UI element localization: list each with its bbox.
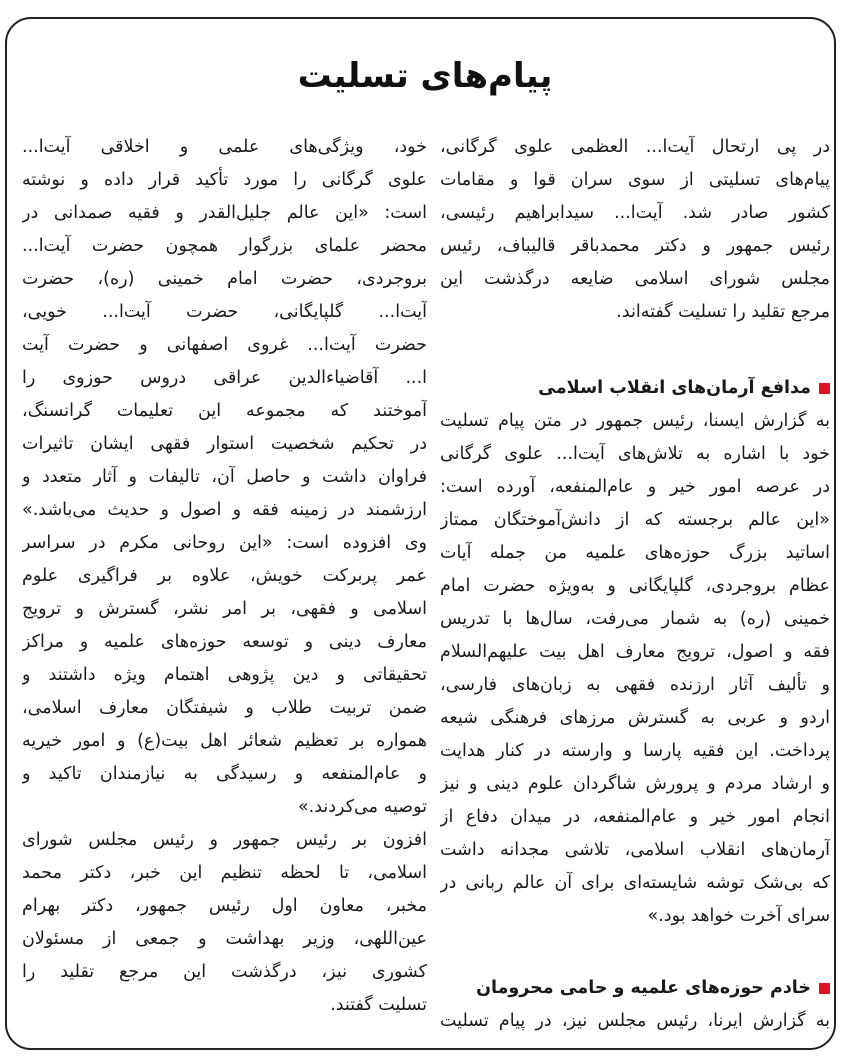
- text-line: است: «این عالم جلیل‌القدر و فقیه صمدانی در: [22, 203, 427, 223]
- text-line: ارزشمند در زمینه فقه و اصول و حدیث می‌باشد.»: [22, 500, 427, 520]
- text-line: عظام بروجردی، گلپایگانی و به‌ویژه حضرت امام: [440, 576, 830, 596]
- text-line: کشوری نیز، درگذشت این مرجع تقلید را: [22, 962, 427, 982]
- text-line: وی افزوده است: «این روحانی مکرم در سراسر: [22, 533, 427, 553]
- text-line: تحقیقاتی و دین پژوهی اهتمام ویژه داشتند و: [22, 665, 427, 685]
- text-line: پیام‌های تسلیتی از سوی سران قوا و مقامات: [440, 170, 830, 190]
- text-line: در تحکیم شخصیت استوار فقهی ایشان تاثیرات: [22, 434, 427, 454]
- text-line: خود با اشاره به تلاش‌های آیت‌ا... علوی گرگانی: [440, 444, 830, 464]
- text-line: که بی‌شک توشه شایسته‌ای برای آن عالم ربانی در: [440, 873, 830, 893]
- text-line: اسلامی و فقهی، بر امر نشر، گسترش و ترویج: [22, 599, 427, 619]
- text-line: حضرت آیت‌ا... غروی اصفهانی و حضرت آیت: [22, 335, 427, 355]
- text-line: تسلیت گفتند.: [330, 995, 427, 1015]
- text-line: ضمن تربیت طلاب و شیفتگان معارف اسلامی،: [22, 698, 427, 718]
- text-line: محضر علمای بزرگوار همچون حضرت آیت‌ا...: [22, 236, 427, 256]
- section-heading-text: خادم حوزه‌های علمیه و حامی محرومان: [476, 978, 811, 998]
- section-heading-text: مدافع آرمان‌های انقلاب اسلامی: [538, 378, 811, 398]
- left-column-body: [22, 131, 427, 1022]
- text-line: در عرصه امور خیر و عام‌المنفعه، آورده است:: [440, 477, 830, 497]
- text-line: علوی گرگانی را مورد تأکید قرار داده و نوشته: [22, 170, 427, 190]
- red-square-marker-icon: [819, 983, 830, 994]
- left-column: [22, 131, 427, 1022]
- text-line: ا... آقاضیاءالدین عراقی دروس حوزوی را: [22, 368, 427, 388]
- text-line: اردو و عربی به گسترش مرزهای فرهنگی شیعه: [440, 708, 830, 728]
- text-line: مخبر، معاون اول رئیس جمهور، دکتر بهرام: [22, 896, 427, 916]
- red-square-marker-icon: [819, 383, 830, 394]
- intro-paragraph: [440, 131, 830, 329]
- text-line: خود، ویژگی‌های علمی و اخلاقی آیت‌ا...: [22, 137, 427, 157]
- text-line: افزون بر رئیس جمهور و رئیس مجلس شورای: [22, 830, 427, 850]
- section-heading-1: [440, 372, 830, 405]
- text-line: آرمان‌های انقلاب اسلامی، تلاشی مجدانه داشت: [440, 840, 830, 860]
- text-line: معارف دینی و توسعه حوزه‌های علمیه و مراکز: [22, 632, 427, 652]
- text-line: اسلامی، تا لحظه تنظیم این خبر، دکتر محمد: [22, 863, 427, 883]
- text-line: توصیه می‌کردند.»: [297, 797, 427, 817]
- section-heading-2: [440, 972, 830, 1005]
- text-line: آیت‌ا... گلپایگانی، حضرت آیت‌ا... خویی،: [22, 302, 427, 322]
- text-line: آموختند که مجموعه این تعلیمات گرانسنگ،: [22, 401, 427, 421]
- text-line: فراوان داشت و حاصل آن، تالیفات و آثار متعدد و: [22, 467, 427, 487]
- text-line: پرداخت. این فقیه پارسا و وارسته در کنار هدایت: [440, 741, 830, 761]
- text-line: بروجردی، حضرت امام خمینی (ره)، حضرت: [22, 269, 427, 289]
- text-line: «این عالم برجسته که از دانش‌آموختگان ممتاز: [440, 510, 830, 530]
- text-line: فقه و اصول، ترویج معارف اهل بیت علیهم‌السلام: [440, 642, 830, 662]
- text-line: عمر پربرکت خویش، علاوه بر فراگیری علوم: [22, 566, 427, 586]
- right-column: [440, 131, 830, 1038]
- text-line: و تألیف آثار ارزنده فقهی به زبان‌های فارسی،: [440, 675, 830, 695]
- section-1-body: [440, 405, 830, 933]
- text-line: مجلس شورای اسلامی ضایعه درگذشت این: [440, 269, 830, 289]
- text-line: در پی ارتحال آیت‌ا... العظمی علوی گرگانی،: [440, 137, 830, 157]
- text-line: به گزارش ایسنا، رئیس جمهور در متن پیام تسلیت: [440, 411, 830, 431]
- text-line: همواره بر تعظیم شعائر اهل بیت(ع) و امور خیریه: [22, 731, 427, 751]
- text-line: کشور صادر شد. آیت‌ا... سیدابراهیم رئیسی،: [440, 203, 830, 223]
- text-line: خمینی (ره) به شمار می‌رفت، سال‌ها با تدریس: [440, 609, 830, 629]
- section-2-body: [440, 1005, 830, 1038]
- text-line: به گزارش ایرنا، رئیس مجلس نیز، در پیام تسلیت: [440, 1011, 830, 1031]
- text-line: و ارشاد مردم و پرورش شاگردان علوم دینی و نیز: [440, 774, 830, 794]
- text-line: عین‌اللهی، وزیر بهداشت و جمعی از مسئولان: [22, 929, 427, 949]
- text-line: انجام امور خیر و عام‌المنفعه، در میدان دفاع از: [440, 807, 830, 827]
- article-title: پیام‌های تسلیت: [297, 56, 553, 96]
- text-line: اساتید بزرگ حوزه‌های علمیه من جمله آیات: [440, 543, 830, 563]
- text-line: سرای آخرت خواهد بود.»: [647, 906, 830, 926]
- text-line: و عام‌المنفعه و رسیدگی به نیازمندان تاکید و: [22, 764, 427, 784]
- text-line: مرجع تقلید را تسلیت گفته‌اند.: [616, 302, 830, 322]
- text-line: رئیس جمهور و دکتر محمدباقر قالیباف، رئیس: [440, 236, 830, 256]
